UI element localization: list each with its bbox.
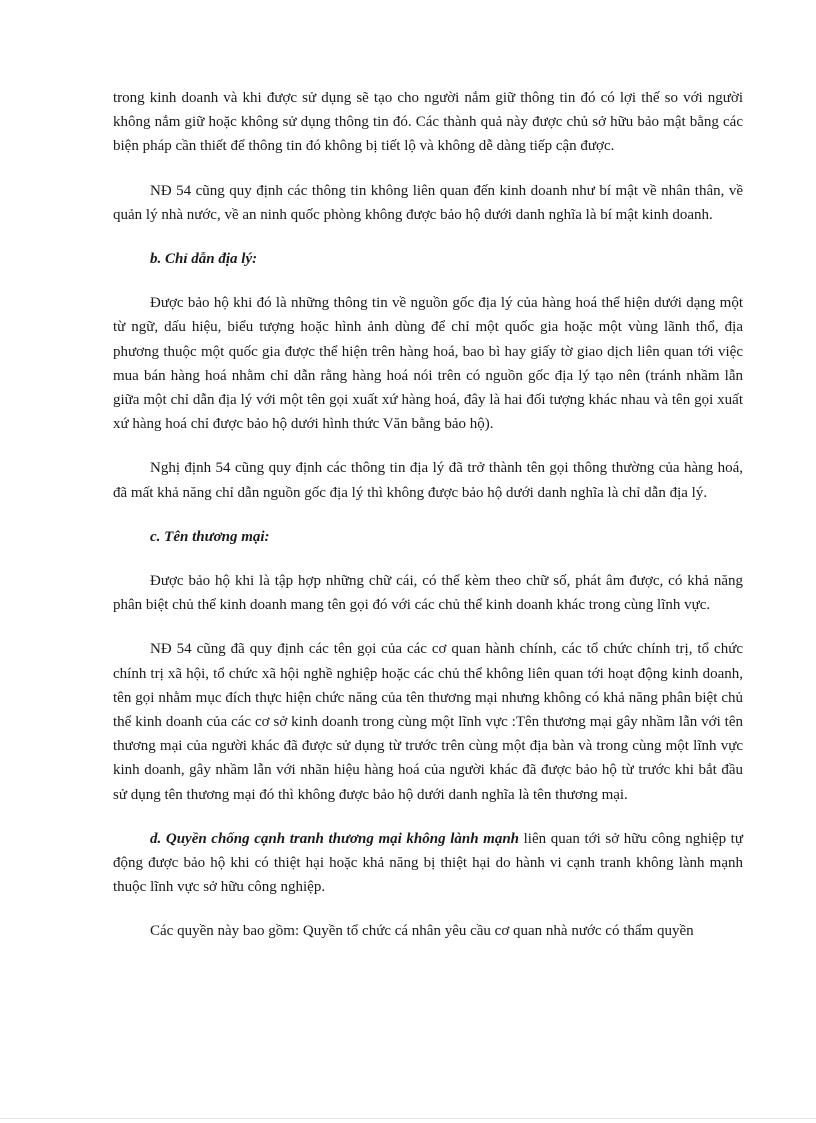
paragraph-nd54-trade-secret: NĐ 54 cũng quy định các thông tin không liên quan đến kinh doanh như bí mật về nhân thân, về quản lý nhà nước, về an ninh quốc phòng không được bảo hộ dưới danh nghĩa là bí mật kinh doanh. (113, 182, 743, 223)
paragraph-trade-name: Được bảo hộ khi là tập hợp những chữ cái, có thể kèm theo chữ số, phát âm được, có khả năng phân biệt chủ thể kinh doanh mang tên gọi đó với các chủ thể kinh doanh khác trong cùng lĩnh vực. (113, 573, 743, 614)
paragraph-rights-include: Các quyền này bao gồm: Quyền tổ chức cá nhân yêu cầu cơ quan nhà nước có thẩm quyền (150, 923, 694, 940)
paragraph-trade-secret-continued: trong kinh doanh và khi được sử dụng sẽ tạo cho người nắm giữ thông tin đó có lợi thế so với người không nắm giữ hoặc không sử dụng thông tin đó. Các thành quả này được chủ sở hữu bảo mật bằng các biện pháp cần thiết để thông tin đó không bị tiết lộ và không dễ dàng tiếp cận được. (113, 90, 743, 155)
paragraph-geographical-indication: Được bảo hộ khi đó là những thông tin về nguồn gốc địa lý của hàng hoá thể hiện dưới dạng một từ ngữ, dấu hiệu, biểu tượng hoặc hình ảnh dùng để chỉ một quốc gia hoặc một vùng lãnh thổ, địa phương thuộc một quốc gia được thể hiện trên hàng hoá, bao bì hay giấy tờ giao dịch liên quan tới việc mua bán hàng hoá nhằm chỉ dẫn rằng hàng hoá nói trên có nguồn gốc địa lý tạo nên (tránh nhầm lẫn giữa một chỉ dẫn địa lý với một tên gọi xuất xứ hàng hoá, đây là hai đối tượng khác nhau và tên gọi xuất xứ hàng hoá chỉ được bảo hộ dưới hình thức Văn bằng bảo hộ). (113, 295, 743, 433)
paragraph-unfair-competition (113, 827, 743, 900)
heading-unfair-competition: d. Quyền chống cạnh tranh thương mại không lành mạnh (150, 830, 520, 847)
heading-trade-name: c. Tên thương mại: (150, 528, 270, 545)
paragraph-nd54-trade-name: NĐ 54 cũng đã quy định các tên gọi của các cơ quan hành chính, các tổ chức chính trị, tổ chức chính trị xã hội, tổ chức xã hội nghề nghiệp hoặc các chủ thể không liên quan tới hoạt động kinh doanh, tên gọi nhằm mục đích thực hiện chức năng của tên thương mại nhưng không có khả năng phân biệt chủ thể kinh doanh của các cơ sở kinh doanh trong cùng một lĩnh vực :Tên thương mại gây nhầm lẫn với tên thương mại của người khác đã được sử dụng từ trước trên cùng một địa bàn và trong cùng một lĩnh vực kinh doanh, gây nhầm lẫn với nhãn hiệu hàng hoá của người khác đã được bảo hộ từ trước khi bắt đầu sử dụng tên thương mại đó thì không được bảo hộ dưới danh nghĩa là tên thương mại. (113, 641, 743, 803)
document-body (113, 86, 743, 944)
page-bottom-edge (0, 1118, 816, 1119)
heading-geographical-indication: b. Chỉ dẫn địa lý: (150, 251, 258, 268)
unfair-competition-text: liên quan tới sở hữu công nghiệp tự động được bảo hộ khi có thiệt hại hoặc khả năng bị thiệt hại do hành vi cạnh tranh không lành mạnh thuộc lĩnh vực sở hữu công nghiệp. (113, 830, 743, 896)
paragraph-decree54-geographical: Nghị định 54 cũng quy định các thông tin địa lý đã trở thành tên gọi thông thường của hàng hoá, đã mất khả năng chỉ dẫn nguồn gốc địa lý thì không được bảo hộ dưới danh nghĩa là chỉ dẫn địa lý. (113, 460, 743, 501)
